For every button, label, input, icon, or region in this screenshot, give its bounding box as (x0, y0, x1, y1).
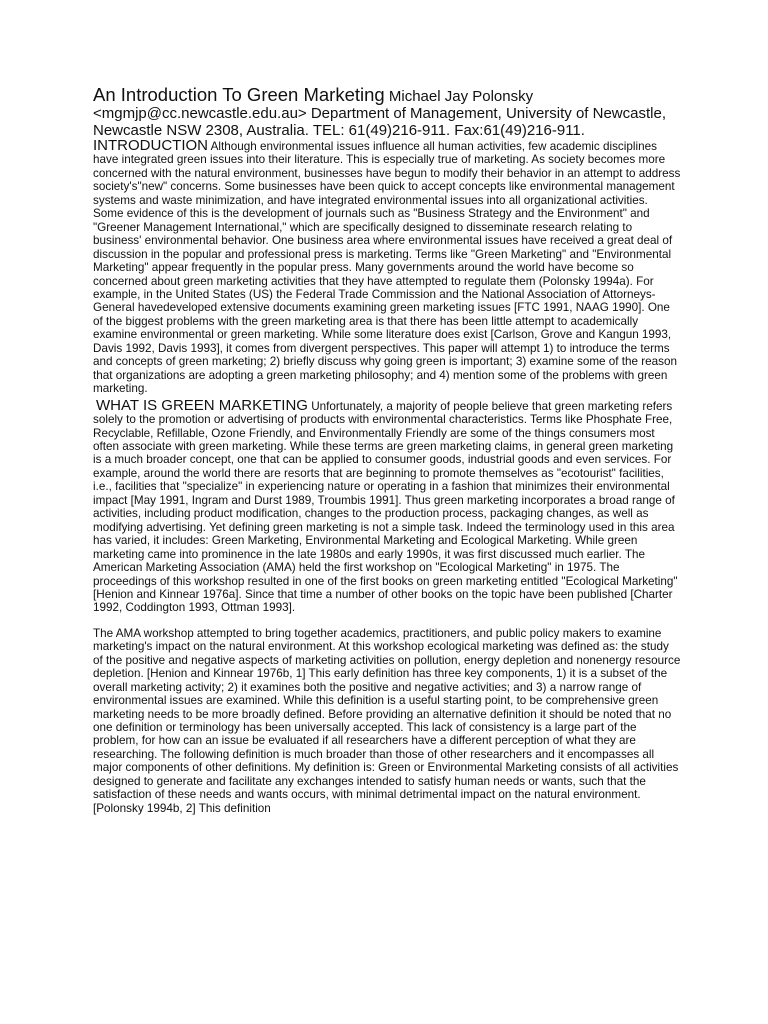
document-header (93, 86, 681, 139)
document-body (93, 86, 681, 815)
ama-workshop-paragraph: The AMA workshop attempted to bring together academics, practitioners, and public policy makers to examine marketing's impact on the natural environment. At this workshop ecological marketing was defined as: the study of the positive and negative aspects of marketing activities on pollution, energy depletion and nonenergy resource depletion. [Henion and Kinnear 1976b, 1] This early definition has three key components, 1) it is a subset of the overall marketing activity; 2) it examines both the positive and negative activities; and 3) a narrow range of environmental issues are examined. While this definition is a useful starting point, to be comprehensive green marketing needs to be more broadly defined. Before providing an alternative definition it should be noted that no one definition or terminology has been universally accepted. This lack of consistency is a large part of the problem, for how can an issue be evaluated if all researchers have a different perception of what they are researching. The following definition is much broader than those of other researchers and it encompasses all major components of other definitions. My definition is: Green or Environmental Marketing consists of all activities designed to generate and facilitate any exchanges intended to satisfy human needs or wants, such that the satisfaction of these needs and wants occurs, with minimal detrimental impact on the natural environment. [Polonsky 1994b, 2] This definition (93, 626, 681, 815)
introduction-text: Although environmental issues influence all human activities, few academic disciplines have integrated green issues into their literature. This is especially true of marketing. As society becomes more concerned with the natural environment, businesses have begun to modify their behavior in an attempt to address society's"new" concerns. Some businesses have been quick to accept concepts like environmental management systems and waste minimization, and have integrated environmental issues into all organizational activities. Some evidence of this is the development of journals such as "Business Strategy and the Environment" and "Greener Management International," which are specifically designed to disseminate research relating to business' environmental behavior. One business area where environmental issues have received a great deal of discussion in the popular and professional press is marketing. Terms like "Green Marketing" and "Environmental Marketing" appear frequently in the popular press. Many governments around the world have become so concerned about green marketing activities that they have attempted to regulate them (Polonsky 1994a). For example, in the United States (US) the Federal Trade Commission and the National Association of Attorneys-General havedeveloped extensive documents examining green marketing issues [FTC 1991, NAAG 1990]. One of the biggest problems with the green marketing area is that there has been little attempt to academically examine environmental or green marketing. While some literature does exist [Carlson, Grove and Kangun 1993, Davis 1992, Davis 1993], it comes from divergent perspectives. This paper will attempt 1) to introduce the terms and concepts of green marketing; 2) briefly discuss why going green is important; 3) examine some of the reason that organizations are adopting a green marketing philosophy; and 4) mention some of the problems with green marketing. (93, 140, 681, 396)
introduction-heading: INTRODUCTION (93, 137, 208, 154)
introduction-paragraph (93, 139, 681, 396)
document-title: An Introduction To Green Marketing (93, 84, 385, 105)
what-is-green-marketing-heading: WHAT IS GREEN MARKETING (96, 396, 308, 414)
what-is-green-marketing-paragraph (93, 396, 681, 615)
what-is-green-marketing-text: Unfortunately, a majority of people believe that green marketing refers solely to the promotion or advertising of products with environmental characteristics. Terms like Phosphate Free, Recyclable, Refillable, Ozone Friendly, and Environmentally Friendly are some of the things consumers most often associate with green marketing. While these terms are green marketing claims, in general green marketing is a much broader concept, one that can be applied to consumer goods, industrial goods and even services. For example, around the world there are resorts that are beginning to promote themselves as "ecotourist" facilities, i.e., facilities that "specialize" in experiencing nature or operating in a fashion that minimizes their environmental impact [May 1991, Ingram and Durst 1989, Troumbis 1991]. Thus green marketing incorporates a broad range of activities, including product modification, changes to the production process, packaging changes, as well as modifying advertising. Yet defining green marketing is not a simple task. Indeed the terminology used in this area has varied, it includes: Green Marketing, Environmental Marketing and Ecological Marketing. While green marketing came into prominence in the late 1980s and early 1990s, it was first discussed much earlier. The American Marketing Association (AMA) held the first workshop on "Ecological Marketing" in 1975. The proceedings of this workshop resulted in one of the first books on green marketing entitled "Ecological Marketing" [Henion and Kinnear 1976a]. Since that time a number of other books on the topic have been published [Charter 1992, Coddington 1993, Ottman 1993]. (93, 399, 678, 615)
author-affiliation: Michael Jay Polonsky <mgmjp@cc.newcastle.edu.au> Department of Management, University of Newcastle, Newcastle NSW 2308, Australia. TEL: 61(49)216-911. Fax:61(49)216-911. (93, 88, 666, 139)
